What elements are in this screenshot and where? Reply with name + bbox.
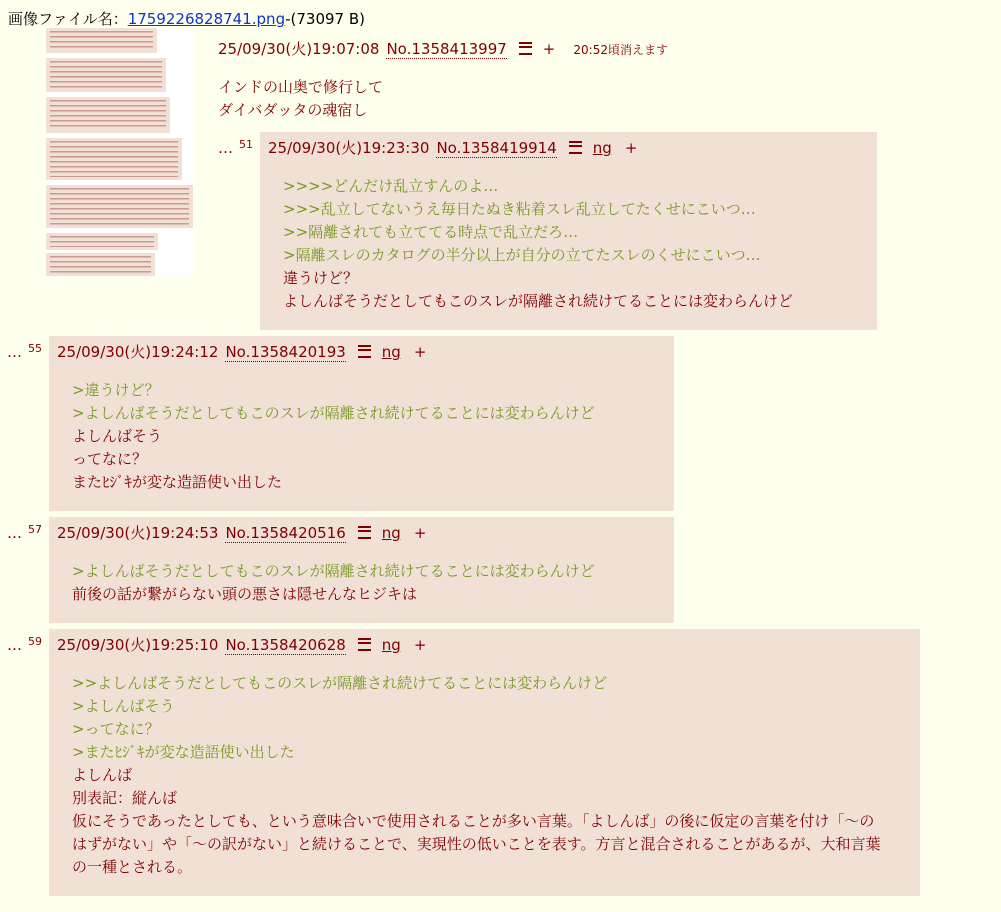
reply-post-body xyxy=(283,175,845,313)
post-date: 25/09/30(火)19:25:10 xyxy=(57,636,219,654)
del-menu-icon[interactable] xyxy=(358,345,371,358)
thumbnail-post-block xyxy=(46,253,155,276)
thumbnail-post-block xyxy=(46,138,182,180)
ng-button[interactable]: ng xyxy=(381,343,401,361)
reply-post-body xyxy=(72,560,642,606)
thumbnail-post-block xyxy=(46,28,157,53)
post-number-link[interactable]: No.1358419914 xyxy=(436,139,557,157)
reply-box xyxy=(49,517,674,623)
thumbnail-post-block xyxy=(46,185,193,228)
post-date: 25/09/30(火)19:24:53 xyxy=(57,524,219,542)
reply-count-number: 55 xyxy=(28,342,42,355)
quoted-line: >>>乱立してないうえ毎日たぬき粘着スレ乱立してたくせにこいつ… xyxy=(283,200,756,218)
reply-post-header xyxy=(57,635,912,655)
post-text-line: よしんば xyxy=(72,766,133,784)
ng-button[interactable]: ng xyxy=(592,139,612,157)
post-text-line: 別表記：縦んば xyxy=(72,789,178,807)
reply-count-number: 59 xyxy=(28,635,42,648)
expand-plus-button[interactable]: + xyxy=(413,636,427,654)
post-text-line: よしんばそうだとしてもこのスレが隔離され続けてることには変わらんけど xyxy=(283,292,794,310)
post-text-line: よしんばそう xyxy=(72,427,163,445)
quoted-line: >違うけど？ xyxy=(72,381,160,399)
op-post-body xyxy=(218,76,1001,122)
post-text-line: またﾋｼﾞｷが変な造語使い出した xyxy=(72,473,283,491)
ng-button[interactable]: ng xyxy=(381,636,401,654)
del-menu-icon[interactable] xyxy=(519,42,532,55)
post-number-link[interactable]: No.1358420193 xyxy=(225,343,346,361)
post-text-line: 前後の話が繋がらない頭の悪さは隠せんなヒジキは xyxy=(72,585,418,603)
thumbnail-post-block xyxy=(46,58,166,92)
reply-post-header xyxy=(57,523,666,543)
post-menu-ellipsis[interactable]: … xyxy=(7,343,22,361)
reply-post-header xyxy=(268,138,869,158)
expand-plus-button[interactable]: + xyxy=(542,40,556,58)
post-date: 25/09/30(火)19:07:08 xyxy=(218,40,380,58)
file-info-line xyxy=(0,0,1001,30)
quoted-line: >またﾋｼﾞｷが変な造語使い出した xyxy=(72,743,295,761)
del-menu-icon[interactable] xyxy=(569,141,582,154)
post-number-link[interactable]: No.1358413997 xyxy=(386,40,507,58)
post-text-line: ダイバダッタの魂宿し xyxy=(218,101,368,119)
file-label: 画像ファイル名： xyxy=(8,10,128,28)
ng-button[interactable]: ng xyxy=(381,524,401,542)
expand-plus-button[interactable]: + xyxy=(413,343,427,361)
post-menu-ellipsis[interactable]: … xyxy=(7,636,22,654)
reply-post-57 xyxy=(7,517,1001,623)
quoted-line: >>隔離されても立ててる時点で乱立だろ… xyxy=(283,223,579,241)
quoted-line: >>よしんばそうだとしてもこのスレが隔離され続けてることには変わらんけど xyxy=(72,674,608,692)
post-date: 25/09/30(火)19:23:30 xyxy=(268,139,430,157)
reply-box xyxy=(49,629,920,896)
reply-box xyxy=(260,132,877,330)
reply-box xyxy=(49,336,674,511)
reply-post-body xyxy=(72,379,642,494)
file-size: -(73097 B) xyxy=(285,10,365,28)
reply-post-header xyxy=(57,342,666,362)
thread-image-thumbnail[interactable] xyxy=(46,28,194,278)
reply-post-59 xyxy=(7,629,1001,896)
post-text-line: 違うけど？ xyxy=(283,269,359,287)
post-date: 25/09/30(火)19:24:12 xyxy=(57,343,219,361)
thread-expire-time: 20:52頃消えます xyxy=(573,43,668,57)
post-number-link[interactable]: No.1358420516 xyxy=(225,524,346,542)
del-menu-icon[interactable] xyxy=(358,526,371,539)
post-text-line: インドの山奥で修行して xyxy=(218,78,384,96)
post-text-line: ってなに？ xyxy=(72,450,148,468)
reply-count-number: 57 xyxy=(28,523,42,536)
quoted-line: >よしんばそう xyxy=(72,697,175,715)
expand-plus-button[interactable]: + xyxy=(624,139,638,157)
del-menu-icon[interactable] xyxy=(358,638,371,651)
quoted-line: >よしんばそうだとしてもこのスレが隔離され続けてることには変わらんけど xyxy=(72,562,595,580)
expand-plus-button[interactable]: + xyxy=(413,524,427,542)
post-menu-ellipsis[interactable]: … xyxy=(218,139,233,157)
op-post-header xyxy=(218,39,1001,60)
post-text-line: 仮にそうであったとしても、という意味合いで使用されることが多い言葉。「よしんば」の後に仮定の言葉を付け「〜のはずがない」や「〜の訳がない」と続けることで、実現性の低いことを表す。方言と混合されることがあるが、大和言葉の一種とされる。 xyxy=(72,812,881,876)
file-name-link[interactable]: 1759226828741.png xyxy=(127,10,286,28)
op-post xyxy=(218,30,1001,330)
post-number-link[interactable]: No.1358420628 xyxy=(225,636,346,654)
reply-post-55 xyxy=(7,336,1001,511)
quoted-line: >>>>どんだけ乱立すんのよ… xyxy=(283,177,499,195)
post-menu-ellipsis[interactable]: … xyxy=(7,524,22,542)
thumbnail-post-block xyxy=(46,97,170,133)
reply-post-body xyxy=(72,672,888,879)
reply-count-number: 51 xyxy=(239,138,253,151)
reply-post-51 xyxy=(218,132,1001,330)
quoted-line: >ってなに？ xyxy=(72,720,160,738)
thumbnail-post-block xyxy=(46,233,158,250)
quoted-line: >隔離スレのカタログの半分以上が自分の立てたスレのくせにこいつ… xyxy=(283,246,761,264)
quoted-line: >よしんばそうだとしてもこのスレが隔離され続けてることには変わらんけど xyxy=(72,404,595,422)
